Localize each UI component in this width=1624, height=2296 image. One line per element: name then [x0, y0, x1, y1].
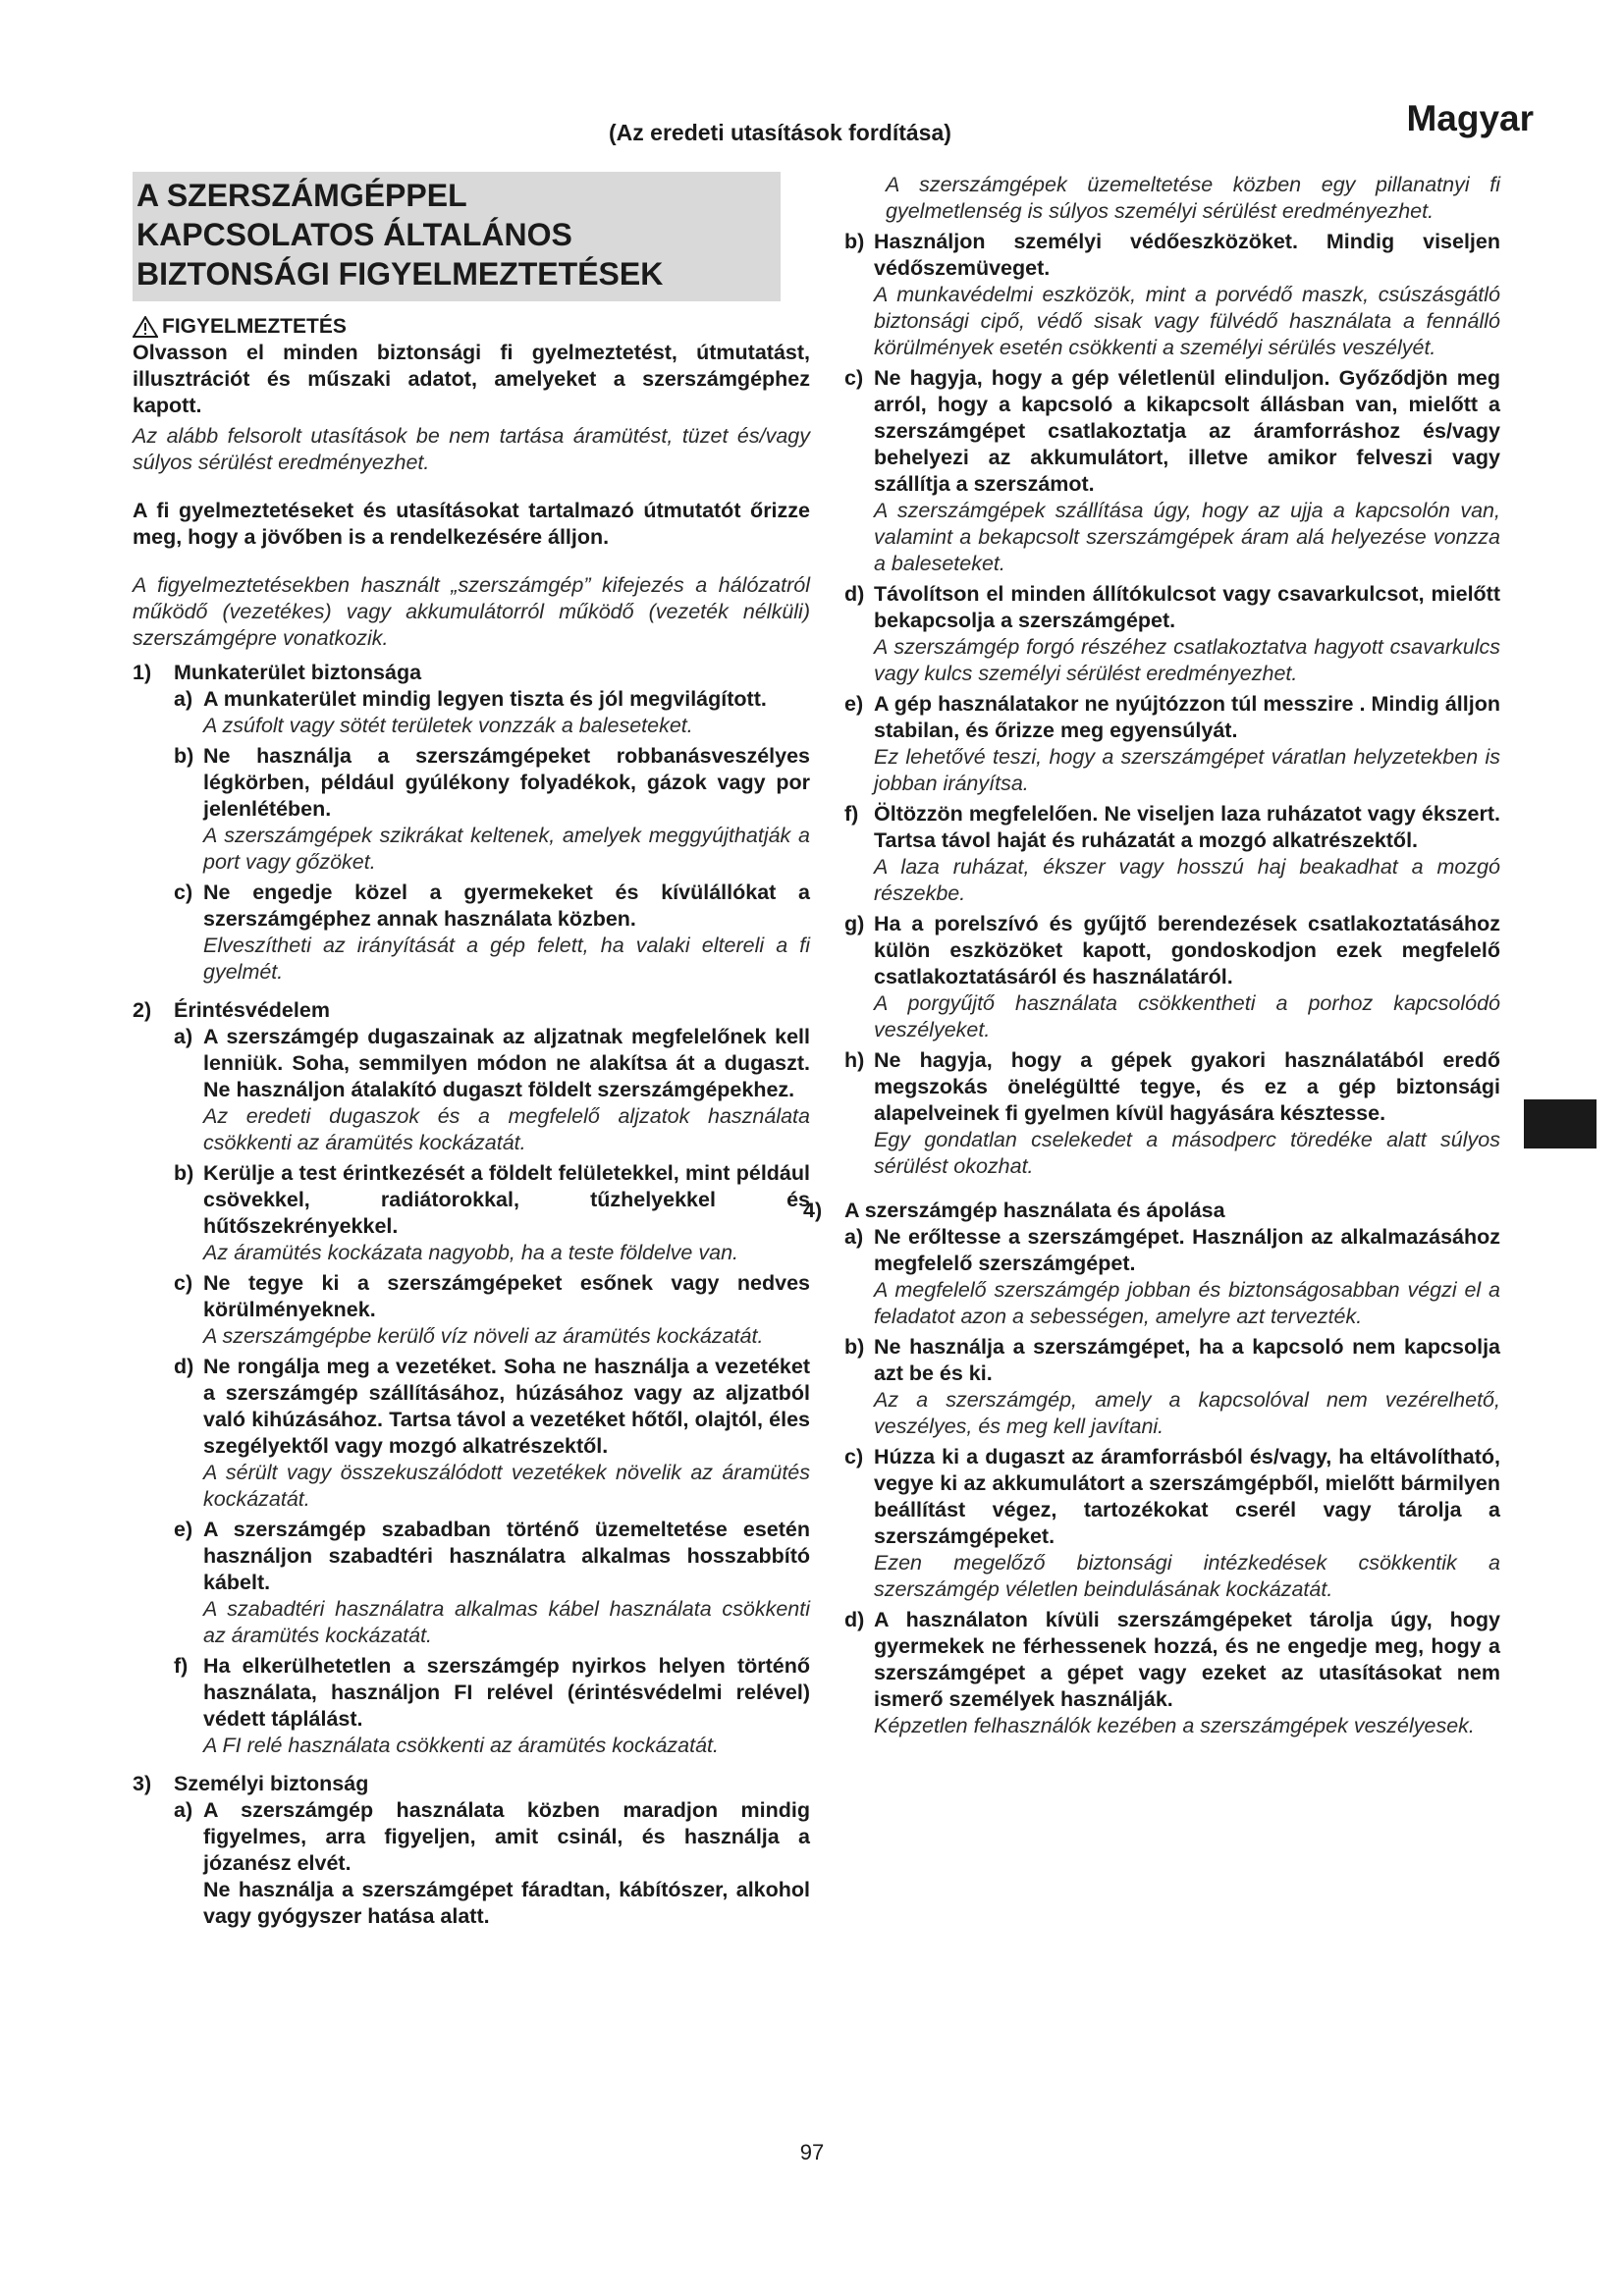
keep-instructions-paragraph: A fi gyelmeztetéseket és utasításokat tartalmazó útmutatót őrizze meg, hogy a jövőben is a rendelkezésére álljon.: [133, 499, 810, 549]
warning-paragraph: Olvasson el minden biztonsági fi gyelmeztetést, útmutatást, illusztrációt és műszaki adatot, amelyeket a szerszámgéphez kapott.: [133, 341, 810, 417]
section-heading: 2) Érintésvédelem: [133, 998, 330, 1022]
page-number: 97: [799, 2140, 825, 2164]
list-item: e) A szerszámgép szabadban történő üzemeltetése esetén használjon szabadtéri használatra alkalmas hosszabbító kábelt. A szabadtéri használatra alkalmas kábel használata csökkenti az áramütés kockázatát.: [174, 1518, 810, 1647]
list-item: a) Ne erőltesse a szerszámgépet. Használjon az alkalmazásához megfelelő szerszámgépet. A megfelelő szerszámgép jobban és biztonságosabban végzi el a feladatot azon a sebességen, amelyre azt tervezték.: [844, 1225, 1500, 1328]
definition-paragraph: A figyelmeztetésekben használt „szerszámgép” kifejezés a hálózatról működő (vezetékes) vagy akkumulátorról működő (vezeték nélküli) szerszámgépre vonatkozik.: [133, 573, 810, 650]
warning-heading-text: FIGYELMEZTETÉS: [162, 315, 347, 338]
list-item: g) Ha a porelszívó és gyűjtő berendezések csatlakoztatásához külön eszközöket kapott, gondoskodjon ezek megfelelő csatlakoztatásáról és használatáról. A porgyűjtő használata csökkentheti a porhoz kapcsolódó veszélyeket.: [844, 912, 1500, 1041]
language-label: Magyar: [1406, 98, 1534, 138]
list-item: a) A szerszámgép dugaszainak az aljzatnak megfelelőnek kell lenniük. Soha, semmilyen módon ne alakítsa át a dugaszt. Ne használjon átalakító dugaszt földelt szerszámgépekhez. Az eredeti dugaszok és a megfelelő aljzatok használata csökkenti az áramütés kockázatát.: [174, 1025, 810, 1154]
right-column: [803, 172, 1500, 1743]
section-tab-marker: [1524, 1099, 1597, 1148]
list-item: b) Ne használja a szerszámgépet, ha a kapcsoló nem kapcsolja azt be és ki. Az a szerszámgép, amely a kapcsolóval nem vezérelhető, veszélyes, és meg kell javítani.: [844, 1335, 1500, 1438]
list-item: b) Kerülje a test érintkezését a földelt felületekkel, mint például csövekkel, radiátorokkal, tűzhelyekkel és hűtőszekrényekkel. Az áramütés kockázata nagyobb, ha a teste földelve van.: [174, 1161, 810, 1264]
list-item: e) A gép használatakor ne nyújtózzon túl messzire . Mindig álljon stabilan, és őrizze meg egyensúlyát. Ez lehetővé teszi, hogy a szerszámgépet váratlan helyzetekben is jobban irányítsa.: [844, 692, 1500, 795]
list-item: f) Öltözzön megfelelően. Ne viseljen laza ruházatot vagy ékszert. Tartsa távol haját és ruházatát a mozgó alkatrészektől. A laza ruházat, ékszer vagy hosszú haj beakadhat a mozgó részekbe.: [844, 802, 1500, 905]
warning-heading: [133, 313, 810, 340]
section-heading: 3) Személyi biztonság: [133, 1772, 369, 1795]
title-line: BIZTONSÁGI FIGYELMEZTETÉSEK: [136, 256, 664, 292]
list-item: d) A használaton kívüli szerszámgépeket tárolja úgy, hogy gyermekek ne férhessenek hozzá, és ne engedje meg, hogy a szerszámgépet a gépet vagy ezeket az utasításokat nem ismerő személyek használják. Képzetlen felhasználók kezében a szerszámgépek veszélyesek.: [844, 1608, 1500, 1737]
translation-note: (Az eredeti utasítások fordítása): [609, 120, 951, 145]
continued-note: A szerszámgépek üzemeltetése közben egy pillanatnyi fi gyelmetlenség is súlyos személyi sérülést eredményezhet.: [886, 173, 1500, 223]
list-item: a) A munkaterület mindig legyen tiszta és jól megvilágított. A zsúfolt vagy sötét területek vonzzák a baleseteket.: [174, 687, 767, 737]
title-line: KAPCSOLATOS ÁLTALÁNOS: [136, 217, 572, 252]
list-item: b) Ne használja a szerszámgépeket robbanásveszélyes légkörben, például gyúlékony folyadékok, gázok vagy por jelenlétében. A szerszámgépek szikrákat keltenek, amelyek meggyújthatják a port vagy gőzöket.: [174, 744, 810, 874]
list-item: d) Távolítson el minden állítókulcsot vagy csavarkulcsot, mielőtt bekapcsolja a szerszámgépet. A szerszámgép forgó részéhez csatlakoztatva hagyott csavarkulcs vagy kulcs személyi sérülést eredményezhet.: [844, 582, 1500, 685]
left-column: [133, 172, 810, 1930]
section-title-box: [133, 172, 781, 301]
list-item: c) Ne hagyja, hogy a gép véletlenül elinduljon. Győződjön meg arról, hogy a kapcsoló a kikapcsolt állásban van, mielőtt a szerszámgépet csatlakoztatja az áramforráshoz és/vagy behelyezi az akkumulátort, illetve amikor felveszi vagy szállítja a szerszámot. A szerszámgépek szállítása úgy, hogy az ujja a kapcsolón van, valamint a bekapcsolt szerszámgépek áram alá helyezése vonzza a baleseteket.: [844, 366, 1500, 575]
list-item: c) Ne engedje közel a gyermekeket és kívülállókat a szerszámgéphez annak használata közben. Elveszítheti az irányítását a gép felett, ha valaki eltereli a fi gyelmét.: [174, 881, 810, 984]
warning-triangle-icon: [133, 316, 158, 338]
list-item: a) A szerszámgép használata közben maradjon mindig figyelmes, arra figyeljen, amit csinál, és használja a józanész elvét. Ne használja a szerszámgépet fáradtan, kábítószer, alkohol vagy gyógyszer hatása alatt.: [174, 1798, 810, 1928]
list-item: c) Húzza ki a dugaszt az áramforrásból és/vagy, ha eltávolítható, vegye ki az akkumulátort a szerszámgépből, mielőtt bármilyen beállítást végez, tartozékokat cserél vagy tárolja a szerszámgépeket. Ezen megelőző biztonsági intézkedések csökkentik a szerszámgép véletlen beindulásának kockázatát.: [844, 1445, 1500, 1601]
warning-note: Az alább felsorolt utasítások be nem tartása áramütést, tüzet és/vagy súlyos sérülést eredményezhet.: [133, 424, 810, 474]
title-line: A SZERSZÁMGÉPPEL: [136, 178, 467, 213]
section-heading: 4) A szerszámgép használata és ápolása: [803, 1199, 1225, 1222]
list-item: b) Használjon személyi védőeszközöket. Mindig viseljen védőszemüveget. A munkavédelmi eszközök, mint a porvédő maszk, csúszásgátló biztonsági cipő, védő sisak vagy fülvédő használata a fennálló körülmények esetén csökkenti a személyi sérülés veszélyét.: [844, 230, 1500, 359]
list-item: c) Ne tegye ki a szerszámgépeket esőnek vagy nedves körülményeknek. A szerszámgépbe kerülő víz növeli az áramütés kockázatát.: [174, 1271, 810, 1348]
list-item: f) Ha elkerülhetetlen a szerszámgép nyirkos helyen történő használata, használjon FI relével (érintésvédelmi relével) védett táplálást. A FI relé használata csökkenti az áramütés kockázatát.: [174, 1654, 810, 1757]
list-item: d) Ne rongálja meg a vezetéket. Soha ne használja a vezetéket a szerszámgép szállításához, húzásához vagy az aljzatból való kihúzásához. Tartsa távol a vezetéket hőtől, olajtól, éles szegélyektől vagy mozgó alkatrészektől. A sérült vagy összekuszálódott vezetékek növelik az áramütés kockázatát.: [174, 1355, 810, 1511]
list-item: h) Ne hagyja, hogy a gépek gyakori használatából eredő megszokás önelégültté tegye, és ez a gép biztonsági alapelveinek fi gyelmen kívül hagyására késztesse. Egy gondatlan cselekedet a másodperc töredéke alatt súlyos sérülést okozhat.: [844, 1048, 1500, 1178]
section-heading: 1) Munkaterület biztonsága: [133, 661, 422, 684]
